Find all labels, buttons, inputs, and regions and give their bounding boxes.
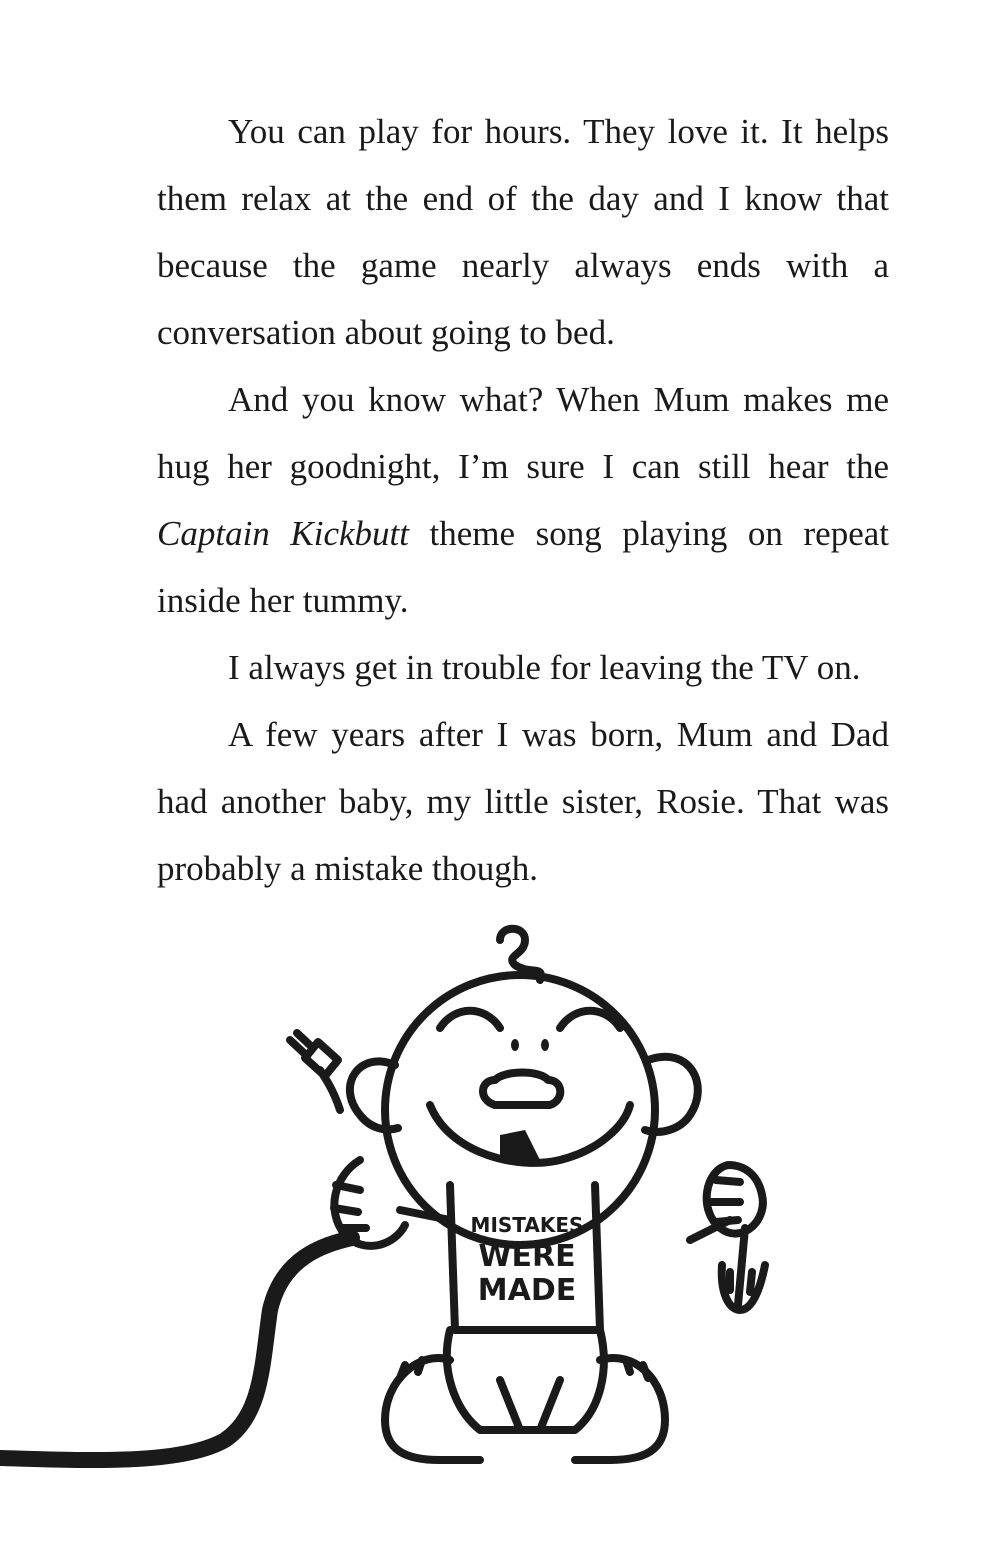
shirt-line-3: MADE <box>477 1273 577 1308</box>
paragraph-1: You can play for hours. They love it. It helps them relax at the end of the day and I know that because the game nearly always ends with a conversation about going to bed. <box>157 112 889 352</box>
baby-drawing <box>0 910 1006 1562</box>
paragraph-2 <box>157 366 889 634</box>
right-eye <box>560 1011 620 1028</box>
fork-icon <box>722 1228 765 1310</box>
left-eye <box>440 1011 500 1028</box>
shirt-slogan <box>471 1213 584 1308</box>
paragraph-2-end: theme song playing on repeat inside her tummy. <box>157 514 889 620</box>
plug-icon <box>290 1033 340 1110</box>
body-text <box>157 98 889 902</box>
paragraph-4: A few years after I was born, Mum and Dad had another baby, my little sister, Rosie. That was probably a mistake though. <box>157 715 889 888</box>
baby-head <box>385 975 655 1245</box>
shirt-line-1: MISTAKES <box>470 1213 584 1237</box>
paragraph-2-start: And you know what? When Mum makes me hug her goodnight, I’m sure I can still hear the <box>157 380 889 486</box>
nose <box>483 1073 560 1106</box>
teeth <box>500 1130 540 1160</box>
diaper <box>447 1330 604 1430</box>
show-title: Captain Kickbutt <box>157 514 409 553</box>
power-cord <box>0 1238 352 1460</box>
shirt-line-2: WERE <box>478 1239 576 1274</box>
baby-illustration <box>0 910 1006 1562</box>
paragraph-3: I always get in trouble for leaving the TV on. <box>228 648 861 687</box>
left-arm <box>334 1160 405 1246</box>
